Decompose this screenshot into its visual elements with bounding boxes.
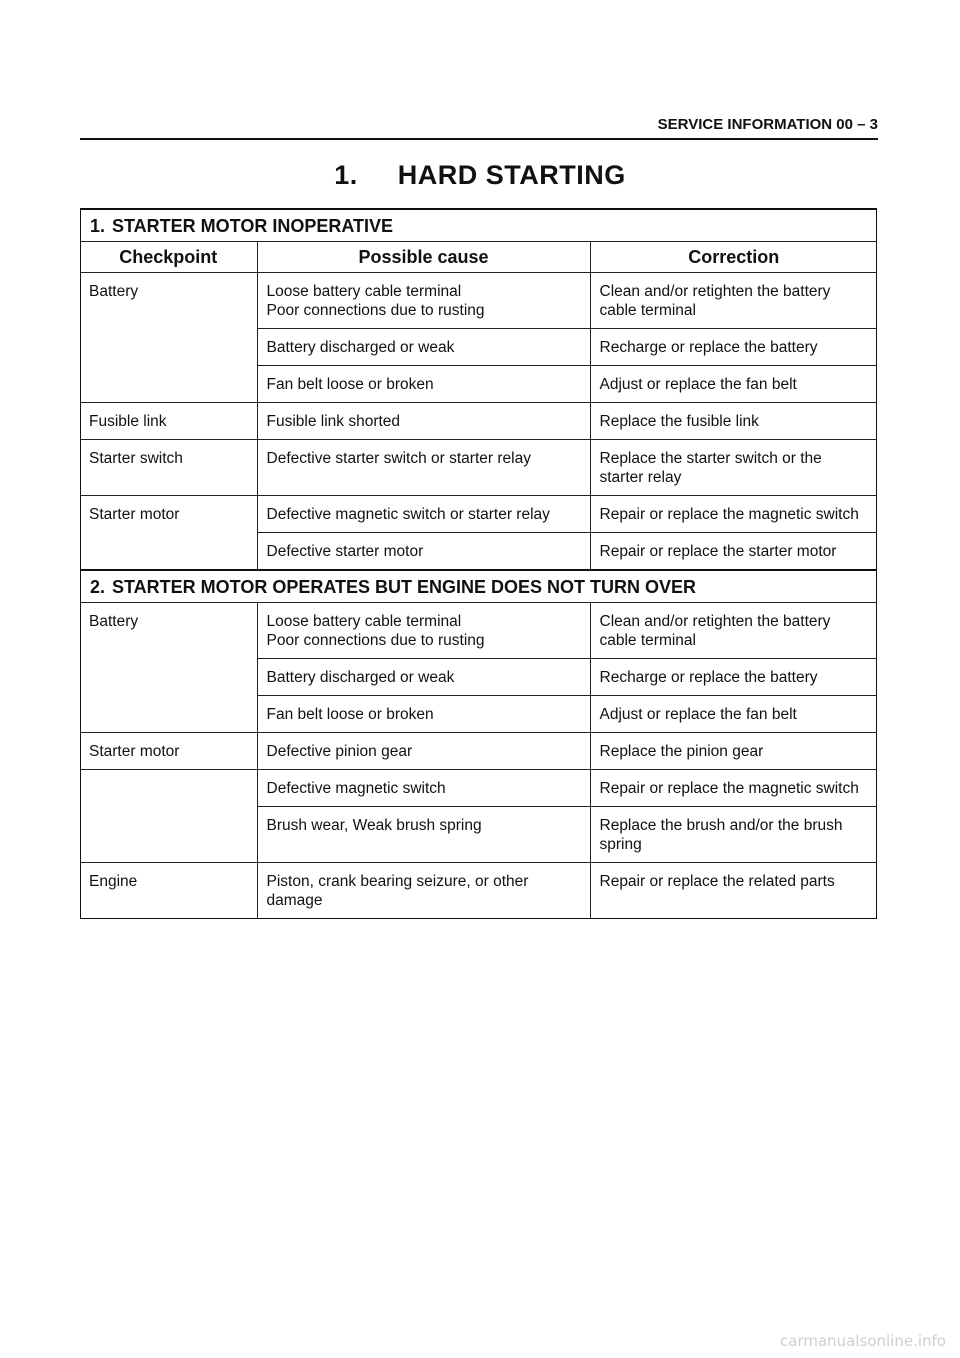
table-row: [80, 770, 877, 807]
section-title-text: STARTER MOTOR INOPERATIVE: [112, 216, 394, 236]
checkpoint-cell: Starter motor: [80, 496, 257, 533]
correction-cell: [590, 273, 877, 329]
correction-line: Replace the pinion gear: [599, 743, 764, 760]
cause-cell: [257, 733, 590, 770]
cause-line: Fusible link shorted: [266, 413, 401, 430]
checkpoint-cell: Starter motor: [80, 733, 257, 770]
table-row: [80, 603, 877, 659]
page-title-number: 1.: [334, 160, 358, 190]
cause-cell: [257, 496, 590, 533]
cause-line: Battery discharged or weak: [266, 339, 455, 356]
correction-line: cable terminal: [599, 632, 696, 649]
troubleshooting-table: [80, 208, 877, 919]
table-row: [80, 733, 877, 770]
correction-cell: [590, 403, 877, 440]
page-title: [0, 160, 960, 191]
cause-cell: [257, 863, 590, 919]
cause-cell: [257, 366, 590, 403]
correction-line: Repair or replace the magnetic switch: [599, 780, 859, 797]
correction-line: Recharge or replace the battery: [599, 669, 818, 686]
cause-line: Poor connections due to rusting: [266, 302, 485, 319]
table-row: [80, 403, 877, 440]
cause-cell: [257, 440, 590, 496]
section-title-text: STARTER MOTOR OPERATES BUT ENGINE DOES NOT TURN OVER: [112, 577, 697, 597]
section-header-row: [80, 209, 877, 242]
checkpoint-cell: [80, 659, 257, 696]
cause-line: Defective starter motor: [266, 543, 424, 560]
correction-line: Recharge or replace the battery: [599, 339, 818, 356]
cause-line: Loose battery cable terminal: [266, 283, 462, 300]
section-title: [80, 570, 877, 603]
cause-line: Fan belt loose or broken: [266, 706, 434, 723]
cause-line: Poor connections due to rusting: [266, 632, 485, 649]
correction-line: Adjust or replace the fan belt: [599, 706, 797, 723]
correction-cell: [590, 863, 877, 919]
page-title-text: HARD STARTING: [397, 160, 626, 190]
table-row: [80, 273, 877, 329]
cause-line: Brush wear, Weak brush spring: [266, 817, 482, 834]
checkpoint-cell: Engine: [80, 863, 257, 919]
checkpoint-cell: [80, 329, 257, 366]
correction-cell: [590, 696, 877, 733]
correction-line: cable terminal: [599, 302, 696, 319]
correction-line: Replace the brush and/or the brush: [599, 817, 843, 834]
checkpoint-cell: [80, 366, 257, 403]
cause-line: damage: [266, 892, 323, 909]
section-number: 2.: [90, 577, 106, 597]
cause-cell: [257, 696, 590, 733]
correction-cell: [590, 329, 877, 366]
cause-cell: [257, 329, 590, 366]
checkpoint-cell: [80, 696, 257, 733]
table-row: [80, 807, 877, 863]
table-row: [80, 440, 877, 496]
table-row: [80, 366, 877, 403]
cause-line: Loose battery cable terminal: [266, 613, 462, 630]
checkpoint-cell: [80, 770, 257, 807]
checkpoint-cell: Fusible link: [80, 403, 257, 440]
cause-cell: [257, 533, 590, 571]
correction-cell: [590, 440, 877, 496]
table-row: [80, 863, 877, 919]
column-header-cause: Possible cause: [257, 242, 590, 273]
column-header-correction: Correction: [590, 242, 877, 273]
cause-cell: [257, 273, 590, 329]
column-header-row: [80, 242, 877, 273]
correction-cell: [590, 496, 877, 533]
section-header-row: [80, 570, 877, 603]
cause-cell: [257, 403, 590, 440]
correction-line: Clean and/or retighten the battery: [599, 283, 831, 300]
correction-line: Replace the fusible link: [599, 413, 759, 430]
correction-line: Repair or replace the related parts: [599, 873, 835, 890]
correction-cell: [590, 533, 877, 571]
correction-cell: [590, 366, 877, 403]
table-row: [80, 533, 877, 571]
cause-cell: [257, 659, 590, 696]
section-number: 1.: [90, 216, 106, 236]
column-header-checkpoint: Checkpoint: [80, 242, 257, 273]
correction-cell: [590, 659, 877, 696]
correction-line: spring: [599, 836, 642, 853]
correction-cell: [590, 807, 877, 863]
cause-line: Piston, crank bearing seizure, or other: [266, 873, 529, 890]
cause-line: Defective pinion gear: [266, 743, 413, 760]
cause-line: Defective starter switch or starter relay: [266, 450, 531, 467]
correction-line: starter relay: [599, 469, 682, 486]
table-row: [80, 696, 877, 733]
cause-line: Fan belt loose or broken: [266, 376, 434, 393]
correction-line: Clean and/or retighten the battery: [599, 613, 831, 630]
cause-line: Defective magnetic switch: [266, 780, 446, 797]
cause-line: Battery discharged or weak: [266, 669, 455, 686]
correction-cell: [590, 603, 877, 659]
checkpoint-cell: Battery: [80, 273, 257, 329]
correction-line: Repair or replace the starter motor: [599, 543, 837, 560]
section-title: [80, 209, 877, 242]
table-row: [80, 329, 877, 366]
watermark: carmanualsonline.info: [780, 1332, 946, 1350]
correction-line: Adjust or replace the fan belt: [599, 376, 797, 393]
table-row: [80, 496, 877, 533]
checkpoint-cell: [80, 807, 257, 863]
cause-cell: [257, 807, 590, 863]
cause-cell: [257, 603, 590, 659]
running-title: SERVICE INFORMATION 00 – 3: [657, 116, 878, 133]
correction-line: Replace the starter switch or the: [599, 450, 822, 467]
correction-line: Repair or replace the magnetic switch: [599, 506, 859, 523]
cause-line: Defective magnetic switch or starter relay: [266, 506, 550, 523]
correction-cell: [590, 733, 877, 770]
table-row: [80, 659, 877, 696]
checkpoint-cell: Starter switch: [80, 440, 257, 496]
checkpoint-cell: [80, 533, 257, 571]
correction-cell: [590, 770, 877, 807]
page-header: [80, 112, 878, 140]
cause-cell: [257, 770, 590, 807]
checkpoint-cell: Battery: [80, 603, 257, 659]
